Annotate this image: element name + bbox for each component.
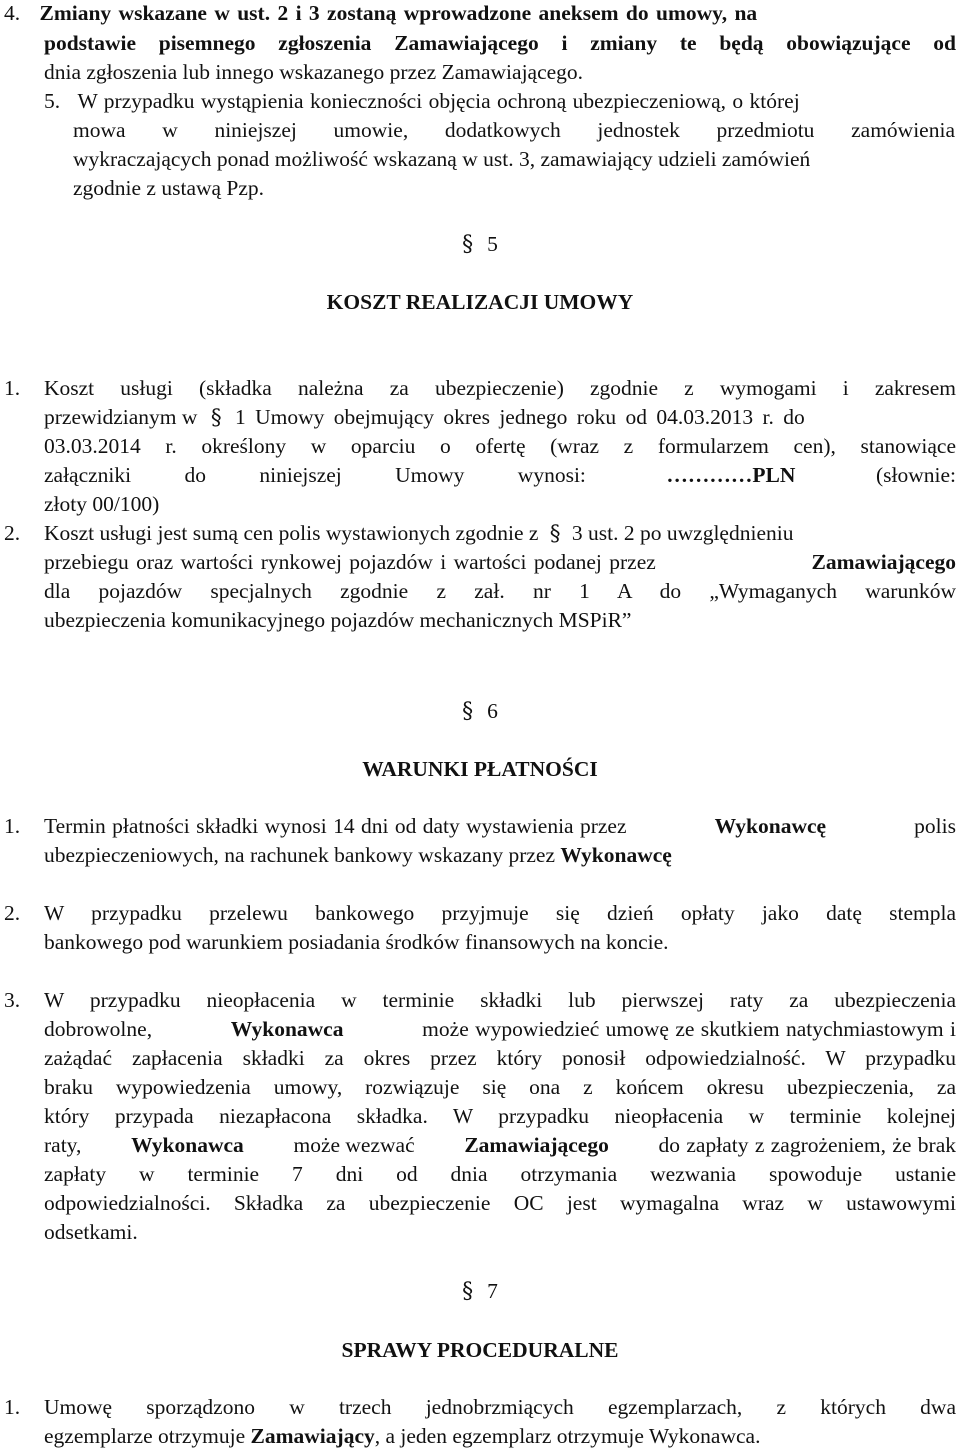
paragraph-sign: § bbox=[549, 521, 561, 546]
list-item-line bbox=[4, 0, 956, 28]
list-item-line: zażądać zapłacenia składki za okres przez który ponosił odpowiedzialność. W przypadku bbox=[44, 1046, 956, 1070]
list-item-line: przebiegu oraz wartości rynkowej pojazdów i wartości podanej przez Zamawiającego bbox=[44, 550, 956, 574]
list-item-line: Termin płatności składki wynosi 14 dni od daty wystawienia przez Wykonawcę polis bbox=[44, 814, 956, 838]
list-item-line: W przypadku nieopłacenia w terminie składki lub pierwszej raty za ubezpieczenia bbox=[44, 988, 956, 1012]
paragraph-sign: § bbox=[462, 232, 474, 257]
list-item-line: odsetkami. bbox=[44, 1220, 138, 1244]
list-item-line: Umowę sporządzono w trzech jednobrzmiących egzemplarzach, z których dwa bbox=[44, 1395, 956, 1419]
list-item-line: zapłaty w terminie 7 dni od dnia otrzymania wezwania spowoduje ustanie bbox=[44, 1162, 956, 1186]
list-text: Zmiany wskazane w ust. 2 i 3 zostaną wprowadzone aneksem do umowy, na bbox=[39, 1, 758, 25]
paragraph-sign: § bbox=[462, 1279, 474, 1304]
list-item-line: załączniki do niniejszej Umowy wynosi: …………PLN (słownie: bbox=[44, 462, 956, 490]
list-item-line: przewidzianym w § 1 Umowy obejmujący okres jednego roku od 04.03.2013 r. do bbox=[44, 405, 805, 430]
list-item-line: braku wypowiedzenia umowy, rozwiązuje się ona z końcem okresu ubezpieczenia, za bbox=[44, 1075, 956, 1099]
list-number: 1. bbox=[4, 376, 21, 400]
list-item-line: Koszt usługi (składka należna za ubezpieczenie) zgodnie z wymogami i zakresem bbox=[44, 376, 956, 400]
list-item-line: mowa w niniejszej umowie, dodatkowych jednostek przedmiotu zamówienia bbox=[73, 118, 955, 142]
list-item-line: wykraczających ponad możliwość wskazaną w ust. 3, zamawiający udzieli zamówień bbox=[73, 147, 811, 171]
section-number: § 6 bbox=[462, 699, 498, 724]
list-number: 2. bbox=[4, 901, 21, 925]
list-number: 1. bbox=[4, 814, 21, 838]
list-number: 4. bbox=[4, 1, 21, 25]
list-item-line: bankowego pod warunkiem posiadania środków finansowych na koncie. bbox=[44, 930, 669, 954]
amount-placeholder: …………PLN bbox=[666, 463, 796, 487]
list-item-line: dnia zgłoszenia lub innego wskazanego przez Zamawiającego. bbox=[44, 60, 584, 84]
list-item-line: odpowiedzialności. Składka za ubezpieczenie OC jest wymagalna wraz w ustawowymi bbox=[44, 1191, 956, 1215]
list-item-line bbox=[44, 88, 956, 116]
list-item-line: raty, Wykonawca może wezwać Zamawiającego do zapłaty z zagrożeniem, że brak bbox=[44, 1133, 956, 1157]
list-number: 5. bbox=[44, 89, 61, 113]
list-item-line: złoty 00/100) bbox=[44, 492, 160, 516]
section-title: SPRAWY PROCEDURALNE bbox=[341, 1338, 619, 1362]
paragraph-sign: § bbox=[210, 405, 222, 430]
list-item-line: 03.03.2014 r. określony w oparciu o ofertę (wraz z formularzem cen), stanowiące bbox=[44, 434, 956, 458]
list-number: 2. bbox=[4, 521, 21, 545]
section-title: KOSZT REALIZACJI UMOWY bbox=[326, 290, 634, 314]
paragraph-sign: § bbox=[462, 699, 474, 724]
list-number: 1. bbox=[4, 1395, 21, 1419]
list-item-line: ubezpieczenia komunikacyjnego pojazdów mechanicznych MSPiR” bbox=[44, 608, 632, 632]
list-item-line: W przypadku przelewu bankowego przyjmuje się dzień opłaty jako datę stempla bbox=[44, 901, 956, 925]
section-title: WARUNKI PŁATNOŚCI bbox=[362, 757, 598, 781]
list-item-line: Koszt usługi jest sumą cen polis wystawionych zgodnie z § 3 ust. 2 po uwzględnieniu bbox=[44, 521, 794, 546]
list-item-line: ubezpieczeniowych, na rachunek bankowy wskazany przez Wykonawcę bbox=[44, 843, 672, 867]
list-item-line: dla pojazdów specjalnych zgodnie z zał. nr 1 A do „Wymaganych warunków bbox=[44, 579, 956, 603]
section-number: § 5 bbox=[462, 232, 498, 257]
list-text: W przypadku wystąpienia konieczności objęcia ochroną ubezpieczeniową, o której bbox=[77, 89, 800, 113]
list-number: 3. bbox=[4, 988, 21, 1012]
list-item-line: zgodnie z ustawą Pzp. bbox=[73, 176, 265, 200]
list-item-line: egzemplarze otrzymuje Zamawiający, a jeden egzemplarz otrzymuje Wykonawca. bbox=[44, 1424, 761, 1448]
section-number: § 7 bbox=[462, 1279, 498, 1304]
list-item-line: dobrowolne, Wykonawca może wypowiedzieć umowę ze skutkiem natychmiastowym i bbox=[44, 1017, 956, 1041]
list-item-line: podstawie pisemnego zgłoszenia Zamawiającego i zmiany te będą obowiązujące od bbox=[44, 31, 956, 55]
list-item-line: który przypada niezapłacona składka. W przypadku nieopłacenia w terminie kolejnej bbox=[44, 1104, 956, 1128]
